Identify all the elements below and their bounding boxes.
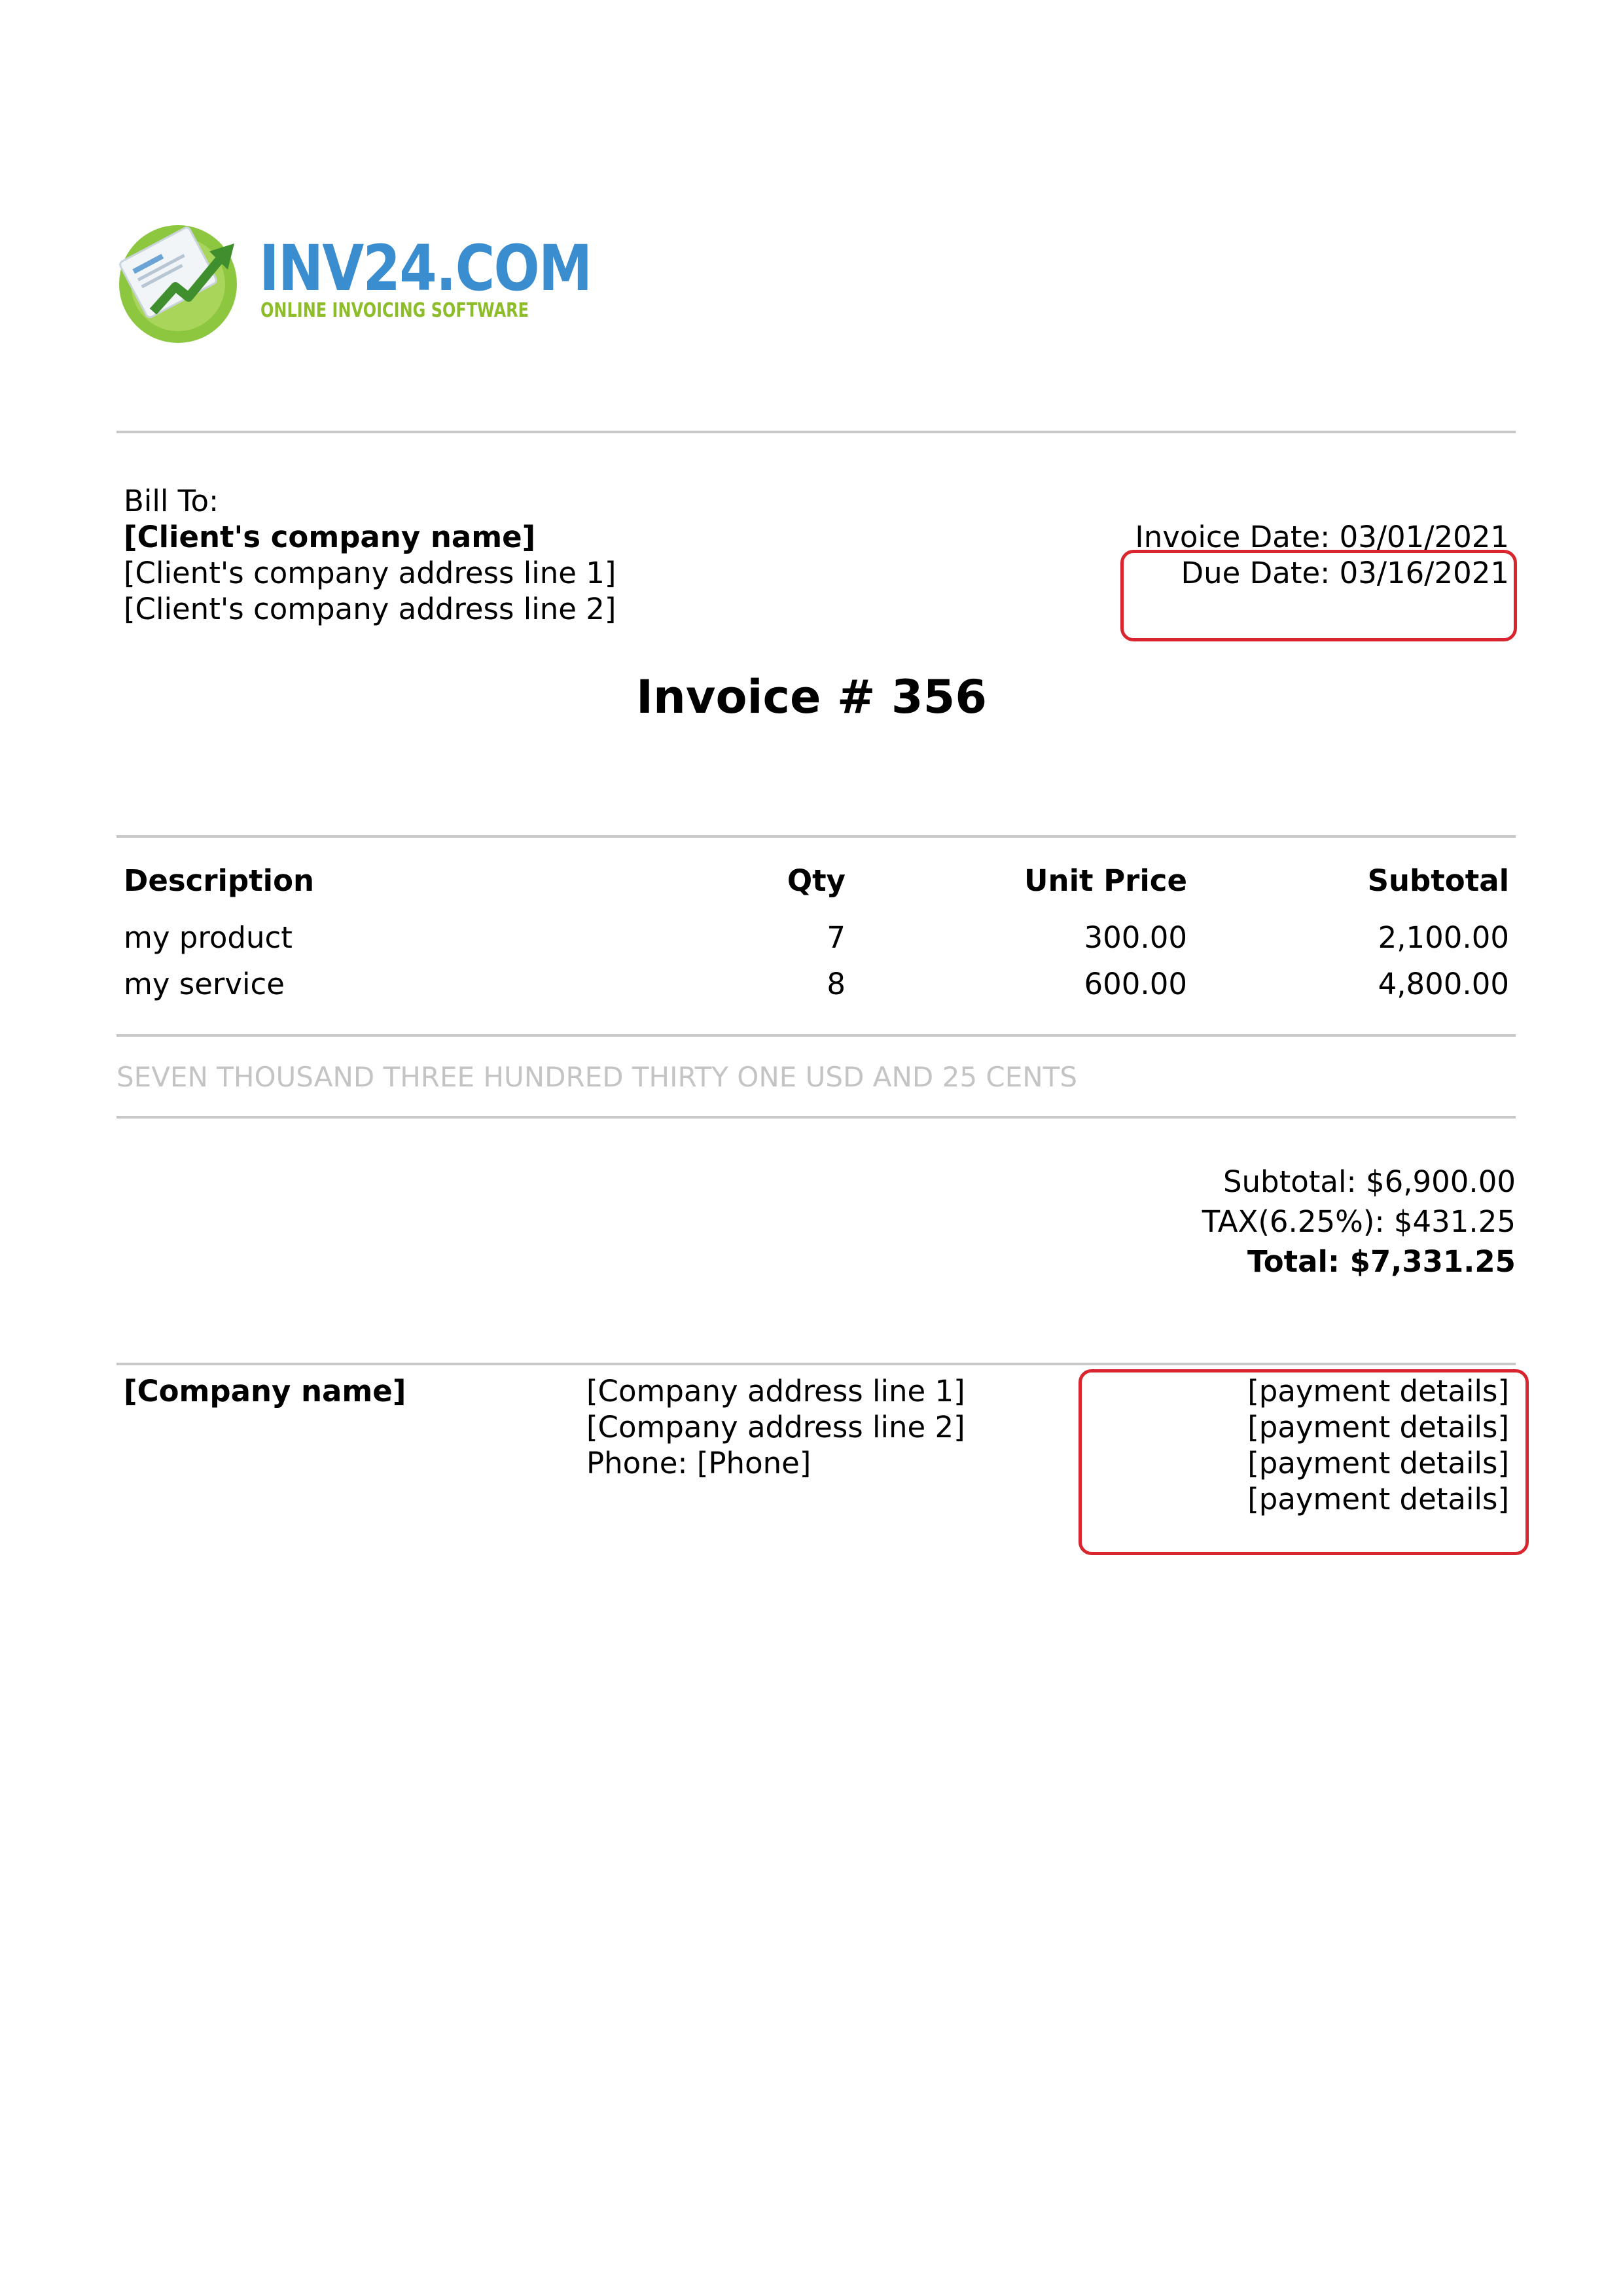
divider xyxy=(116,431,1516,433)
header-unit-price: Unit Price xyxy=(1024,863,1187,898)
divider xyxy=(116,1363,1516,1365)
totals-total: Total: $7,331.25 xyxy=(1247,1244,1516,1279)
client-company-name: [Client's company name] xyxy=(124,520,536,554)
row-qty: 7 xyxy=(827,920,846,955)
invoice-date: Invoice Date: 03/01/2021 xyxy=(1135,520,1509,554)
footer-address-line-1: [Company address line 1] xyxy=(586,1374,965,1408)
totals-subtotal: Subtotal: $6,900.00 xyxy=(1222,1164,1516,1199)
table-row xyxy=(0,966,1623,1005)
client-address-line-1: [Client's company address line 1] xyxy=(124,556,616,590)
divider xyxy=(116,1034,1516,1037)
logo-tagline: ONLINE INVOICING SOFTWARE xyxy=(260,299,529,322)
row-description: my service xyxy=(124,967,285,1001)
due-date: Due Date: 03/16/2021 xyxy=(1181,556,1509,590)
bill-to-label: Bill To: xyxy=(124,484,219,518)
row-qty: 8 xyxy=(827,967,846,1001)
payment-details-line: [payment details] xyxy=(1247,1482,1509,1516)
totals-block xyxy=(1202,1162,1516,1282)
logo-emblem-icon xyxy=(115,213,253,344)
amount-in-words: SEVEN THOUSAND THREE HUNDRED THIRTY ONE USD AND 25 CENTS xyxy=(116,1061,1077,1093)
row-subtotal: 4,800.00 xyxy=(1378,967,1509,1001)
footer-address-line-2: [Company address line 2] xyxy=(586,1410,965,1444)
bill-to-block xyxy=(124,483,616,627)
row-description: my product xyxy=(124,920,293,955)
divider xyxy=(116,835,1516,838)
row-subtotal: 2,100.00 xyxy=(1378,920,1509,955)
footer-company-name: [Company name] xyxy=(124,1374,406,1408)
payment-details-highlight xyxy=(1079,1369,1529,1555)
company-logo xyxy=(115,208,592,346)
table-row xyxy=(0,920,1623,959)
row-unit-price: 600.00 xyxy=(1084,967,1187,1001)
totals-tax: TAX(6.25%): $431.25 xyxy=(1202,1204,1516,1239)
logo-wordmark: INV24.COM xyxy=(259,232,592,305)
payment-details-line: [payment details] xyxy=(1247,1410,1509,1444)
header-description: Description xyxy=(124,863,315,898)
due-date-highlight xyxy=(1120,550,1517,641)
header-subtotal: Subtotal xyxy=(1367,863,1509,898)
invoice-title: Invoice # 356 xyxy=(635,670,988,724)
payment-details-line: [payment details] xyxy=(1247,1374,1509,1408)
row-unit-price: 300.00 xyxy=(1084,920,1187,955)
payment-details-line: [payment details] xyxy=(1247,1446,1509,1480)
client-address-line-2: [Client's company address line 2] xyxy=(124,592,616,626)
footer-phone: Phone: [Phone] xyxy=(586,1446,812,1480)
table-header-row xyxy=(0,863,1623,902)
footer-address-block xyxy=(586,1373,965,1481)
divider xyxy=(116,1116,1516,1119)
header-qty: Qty xyxy=(787,863,846,898)
